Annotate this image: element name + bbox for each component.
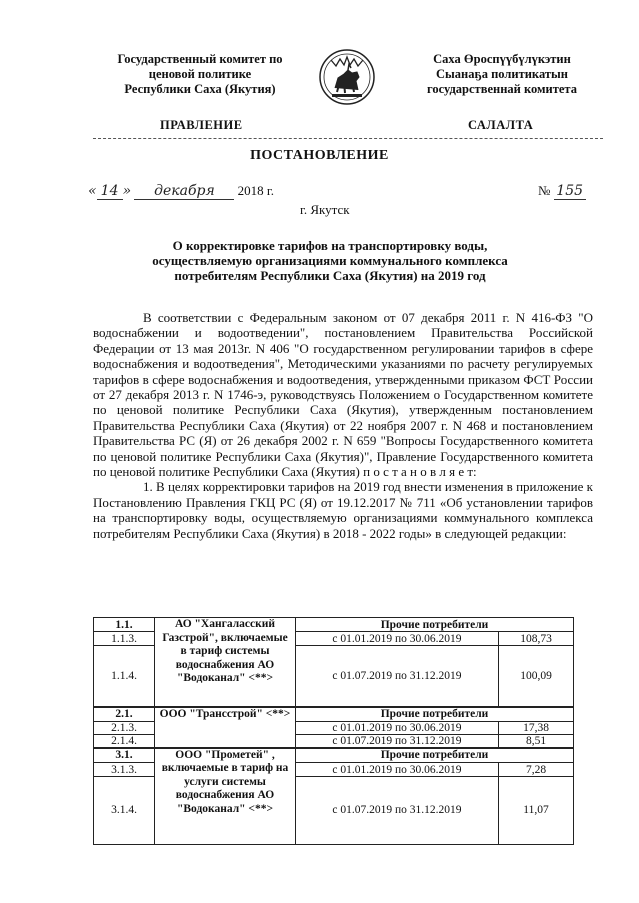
row-period: с 01.07.2019 по 31.12.2019 (296, 646, 499, 707)
coat-of-arms-emblem (318, 48, 376, 106)
row-value: 7,28 (499, 762, 574, 777)
row-code: 2.1.4. (94, 734, 155, 748)
consumers-header: Прочие потребители (296, 748, 574, 763)
row-value: 17,38 (499, 721, 574, 734)
date-year: 2018 г. (237, 183, 275, 198)
number-value: 155 (554, 183, 586, 200)
consumers-header: Прочие потребители (296, 707, 574, 721)
header-right-line-3: государственнай комитета (427, 82, 577, 96)
header-left-line-2: ценовой политике (148, 67, 252, 81)
date-day: 14 (97, 183, 123, 200)
row-code: 2.1.3. (94, 721, 155, 734)
row-code: 1.1.4. (94, 646, 155, 707)
document-type: ПОСТАНОВЛЕНИЕ (250, 148, 389, 163)
date-month: декабря (134, 183, 234, 200)
document-body (93, 310, 593, 541)
row-code: 3.1.4. (94, 777, 155, 844)
row-period: с 01.01.2019 по 30.06.2019 (296, 762, 499, 777)
group-code: 2.1. (94, 707, 155, 721)
header-left-org (95, 52, 305, 97)
date-quote-open: « (88, 183, 97, 199)
document-date (88, 183, 274, 200)
group-org: ООО "Трансстрой" <**> (155, 707, 296, 748)
number-prefix: № (538, 183, 551, 198)
header-left-line-1: Государственный комитет по (117, 52, 283, 66)
row-value: 8,51 (499, 734, 574, 748)
row-period: с 01.07.2019 по 31.12.2019 (296, 734, 499, 748)
header-right-line-1: Саха Өроспүүбүлүкэтин (433, 52, 571, 66)
row-value: 108,73 (499, 632, 574, 646)
consumers-header: Прочие потребители (296, 618, 574, 632)
table-row (94, 618, 574, 632)
row-code: 1.1.3. (94, 632, 155, 646)
title-line-3: потребителям Республики Саха (Якутия) на 2019 год (174, 268, 486, 283)
document-number (538, 183, 586, 200)
tariff-table (93, 617, 574, 845)
row-period: с 01.01.2019 по 30.06.2019 (296, 632, 499, 646)
body-paragraph-1: В соответствии с Федеральным законом от 07 декабря 2011 г. N 416-ФЗ "О водоснабжении и водоотведении", постановлением Правительства Российской Федерации от 13 мая 2013г. N 406 "О государственном регулировании тарифов в сфере водоснабжения и водоотведения", Методическими указаниями по расчету регулируемых тарифов в сфере водоснабжения и водоотведения, утвержденными приказом ФСТ России от 27 декабря 2013 г. N 1746-э, руководствуясь Положением о Государственном комитете по ценовой политике Республики Саха (Якутия), утвержденным постановлением Правительства Республики Саха (Якутия) от 22 ноября 2007 г. N 468 и постановлением Правительства РС (Я) от 26 декабря 2002 г. N 659 "Вопросы Государственного комитета по ценовой политике Республики Саха (Якутия)", Правление Государственного комитета по ценовой политике Республики Саха (Якутия) п о с т а н о в л я е т: (93, 310, 593, 480)
group-code: 1.1. (94, 618, 155, 632)
row-period: с 01.01.2019 по 30.06.2019 (296, 721, 499, 734)
document-title (120, 238, 540, 283)
city: г. Якутск (300, 202, 350, 217)
date-quote-close: » (122, 183, 132, 199)
header-divider (93, 138, 603, 139)
row-value: 100,09 (499, 646, 574, 707)
row-value: 11,07 (499, 777, 574, 844)
table-row (94, 748, 574, 763)
title-line-2: осуществляемую организациями коммунального комплекса (152, 253, 508, 268)
header-right-line-2: Сыанаҕа политикатын (436, 67, 568, 81)
row-period: с 01.07.2019 по 31.12.2019 (296, 777, 499, 844)
table-row (94, 707, 574, 721)
group-code: 3.1. (94, 748, 155, 763)
header-left-sub: ПРАВЛЕНИЕ (160, 118, 243, 132)
group-org: ООО "Прометей" , включаемые в тариф на услуги системы водоснабжения АО "Водоканал" <**> (155, 748, 296, 845)
header-right-sub: САЛАЛТА (468, 118, 534, 132)
body-paragraph-2: 1. В целях корректировки тарифов на 2019 год внести изменения в приложение к Постановлению Правления ГКЦ РС (Я) от 19.12.2017 № 711 «Об установлении тарифов на транспортировку воды, осуществляемую организациями коммунального комплекса потребителям Республики Саха (Якутия) в 2018 - 2022 годы» в следующей редакции: (93, 479, 593, 541)
header-right-org (402, 52, 602, 97)
header-left-line-3: Республики Саха (Якутия) (124, 82, 276, 96)
title-line-1: О корректировке тарифов на транспортировку воды, (172, 238, 488, 253)
group-org: АО "Хангаласский Газстрой", включаемые в тариф системы водоснабжения АО "Водоканал" <**> (155, 618, 296, 708)
row-code: 3.1.3. (94, 762, 155, 777)
